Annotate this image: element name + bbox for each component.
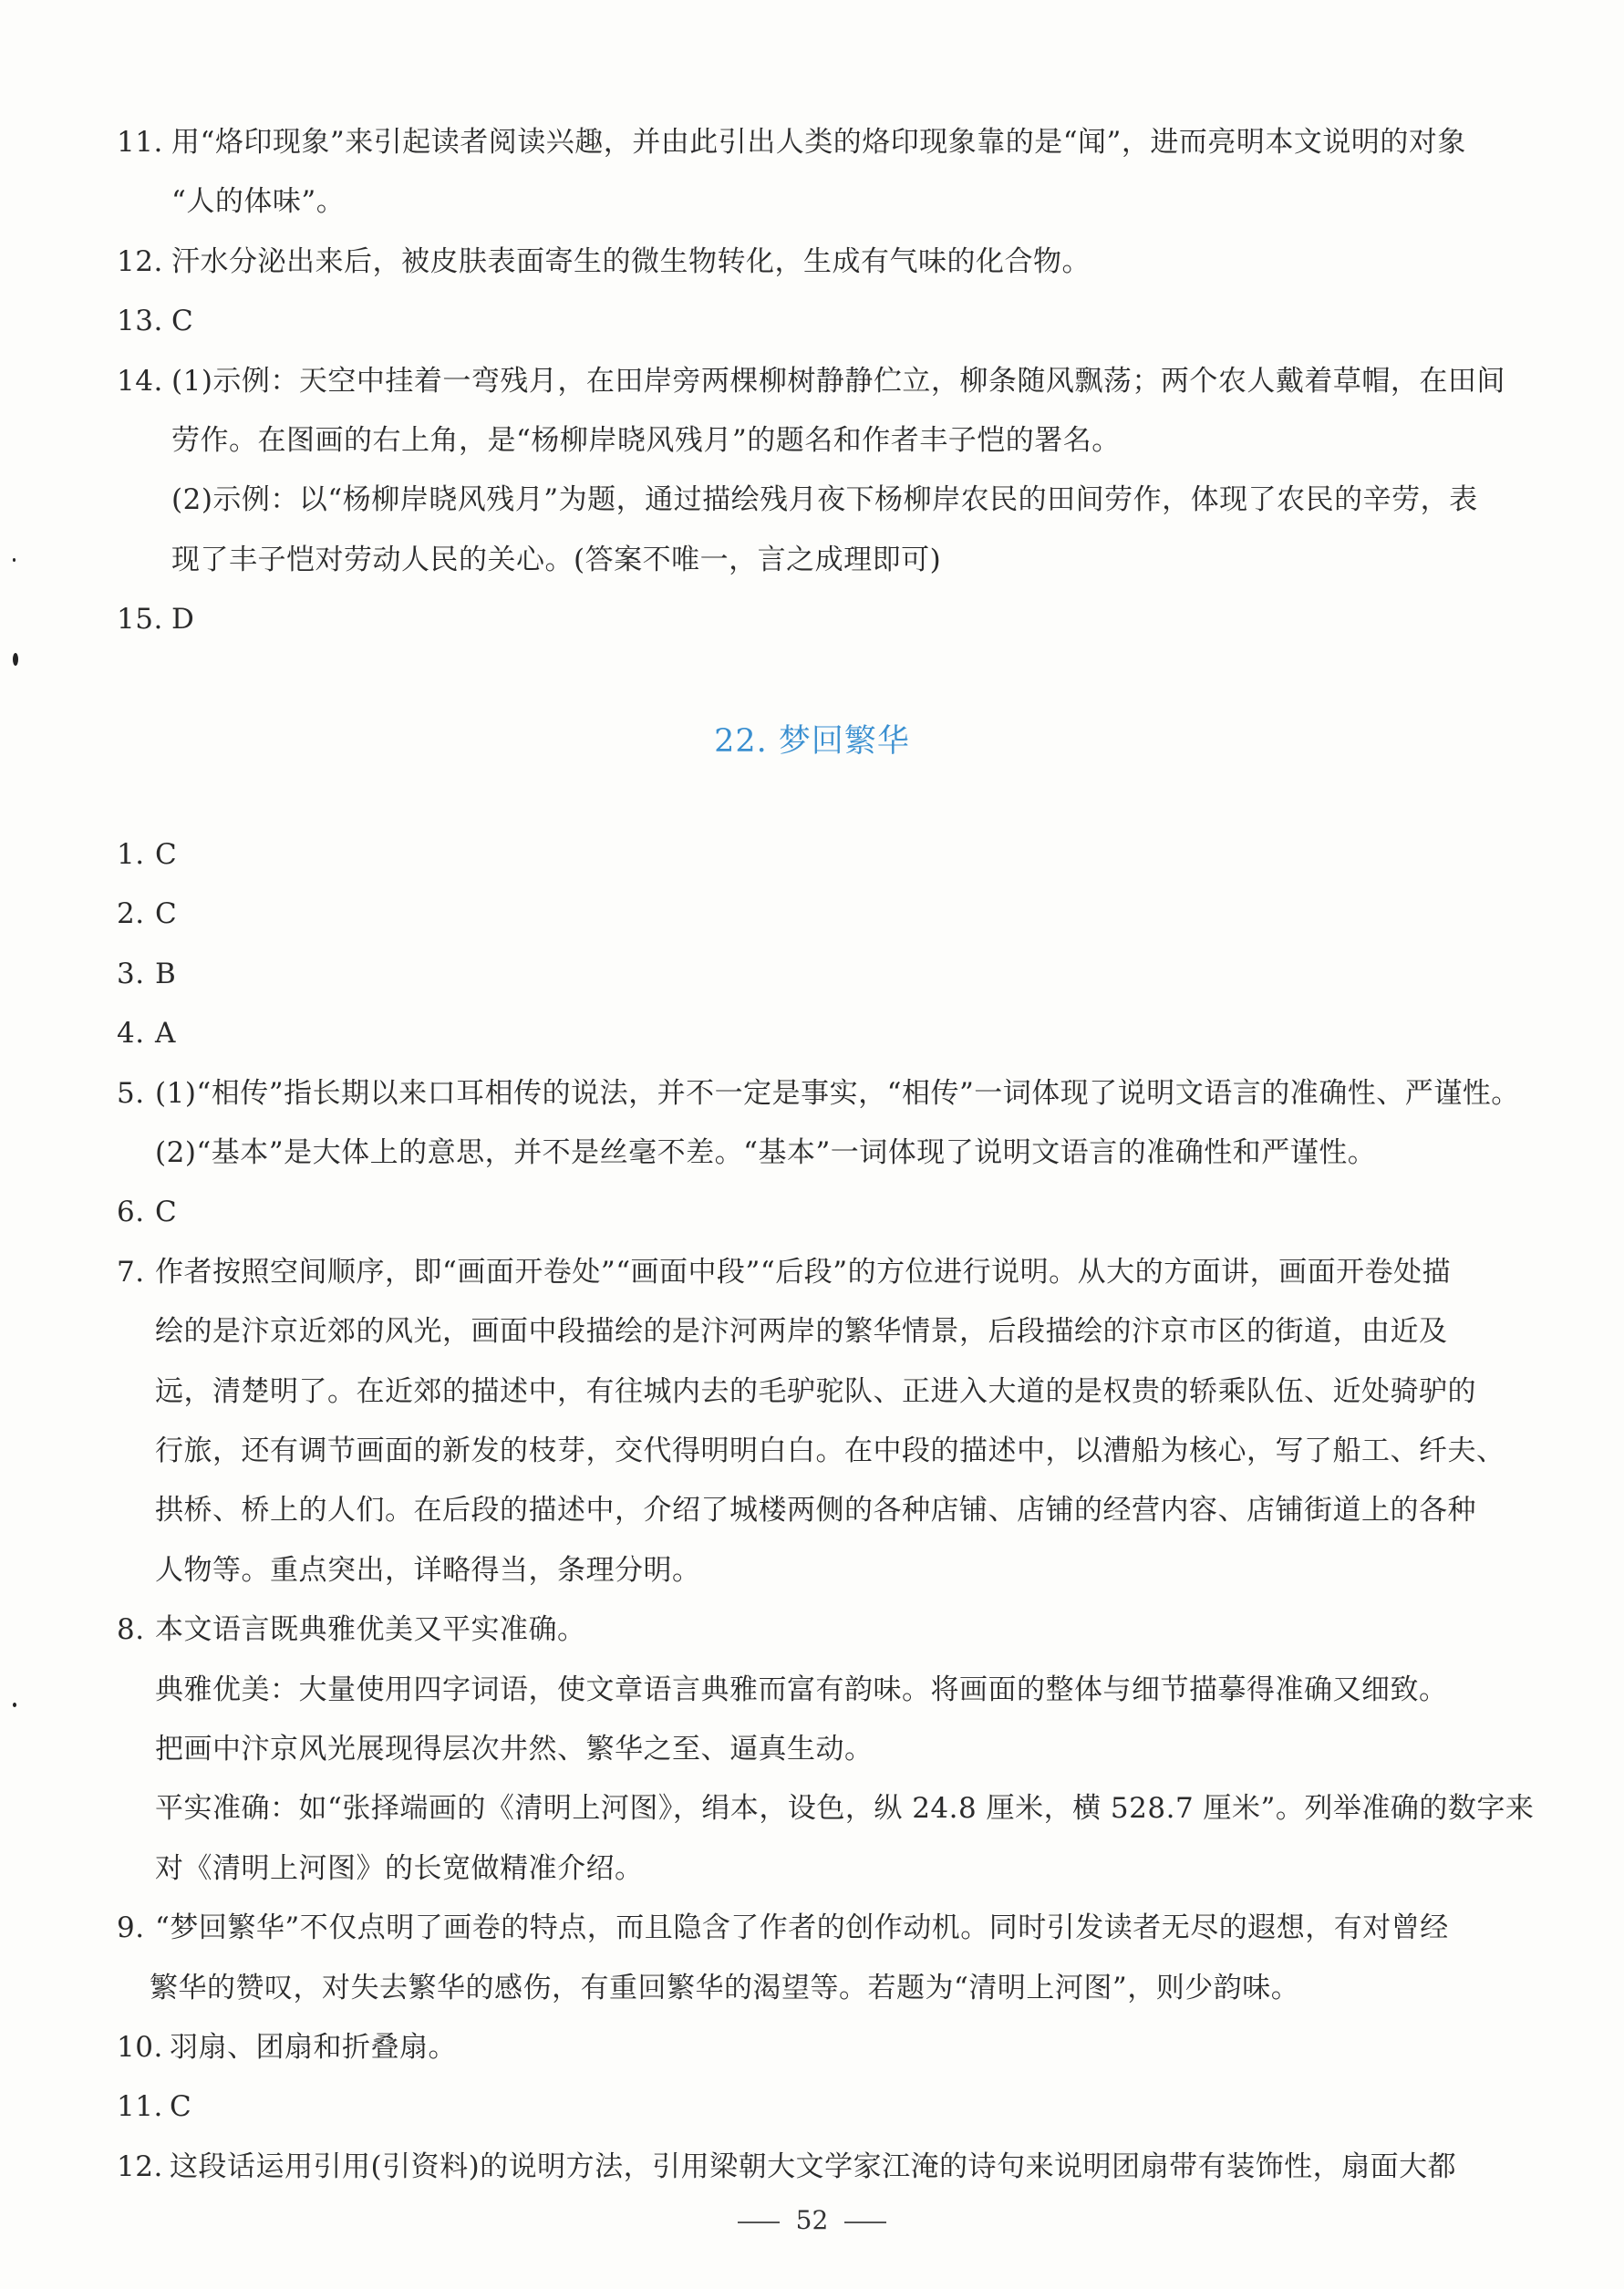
answer-text: A [155, 1017, 176, 1051]
answer-text: 汗水分泌出来后，被皮肤表面寄生的微生物转化，生成有气味的化合物。 [171, 244, 1091, 278]
answer-text: (2)示例：以“杨柳岸晓风残月”为题，通过描绘残月夜下杨柳岸农民的田间劳作，体现了农民的辛劳，表 [171, 483, 1478, 517]
answer-number: 5. [117, 1076, 145, 1110]
answer-number: 12. [117, 2149, 163, 2183]
answer-number: 12. [117, 244, 163, 278]
page-footer [0, 2205, 1624, 2235]
footer-dash-left [738, 2222, 780, 2223]
answer-text: B [155, 957, 177, 990]
answer-text: C [155, 1196, 178, 1229]
scan-speck [13, 1703, 16, 1707]
answer-text: “人的体味”。 [171, 185, 346, 219]
answer-text: 劳作。在图画的右上角，是“杨柳岸晓风残月”的题名和作者丰子恺的署名。 [171, 424, 1121, 457]
answer-number: 8. [117, 1613, 145, 1647]
answer-text: 繁华的赞叹，对失去繁华的感伤，有重回繁华的渴望等。若题为“清明上河图”，则少韵味。 [150, 1971, 1300, 2004]
answer-text: 拱桥、桥上的人们。在后段的描述中，介绍了城楼两侧的各种店铺、店铺的经营内容、店铺街道上的各种 [155, 1494, 1476, 1528]
answer-text: (1)“相传”指长期以来口耳相传的说法，并不一定是事实，“相传”一词体现了说明文语言的准确性、严谨性。 [155, 1076, 1520, 1110]
answer-number: 1. [117, 838, 145, 871]
answer-number: 11. [117, 2090, 163, 2124]
answer-text: 典雅优美：大量使用四字词语，使文章语言典雅而富有韵味。将画面的整体与细节描摹得准确又细致。 [155, 1673, 1448, 1706]
answer-number: 10. [117, 2031, 163, 2064]
answer-text: 羽扇、团扇和折叠扇。 [170, 2031, 457, 2064]
answer-text: 平实准确：如“张择端画的《清明上河图》，绢本，设色，纵 24.8 厘米，横 528.7 厘米”。列举准确的数字来 [155, 1792, 1535, 1826]
answer-text: 对《清明上河图》的长宽做精准介绍。 [155, 1851, 644, 1885]
answer-text: (1)示例：天空中挂着一弯残月，在田岸旁两棵柳树静静伫立，柳条随风飘荡；两个农人戴着草帽，在田间 [171, 364, 1505, 398]
answer-text: D [171, 603, 195, 637]
answer-text: 绘的是汴京近郊的风光，画面中段描绘的是汴河两岸的繁华情景，后段描绘的汴京市区的街道，由近及 [155, 1315, 1448, 1349]
answer-number: 14. [117, 364, 163, 398]
scan-speck [13, 653, 18, 666]
answer-text: C [170, 2090, 192, 2124]
scan-speck [13, 558, 16, 562]
answer-number: 4. [117, 1017, 145, 1051]
answer-text: 远，清楚明了。在近郊的描述中，有往城内去的毛驴驼队、正进入大道的是权贵的轿乘队伍、近处骑驴的 [155, 1374, 1476, 1408]
answer-text: “梦回繁华”不仅点明了画卷的特点，而且隐含了作者的创作动机。同时引发读者无尽的遐想，有对曾经 [155, 1911, 1449, 1945]
answer-number: 9. [117, 1911, 145, 1945]
answer-text: 用“烙印现象”来引起读者阅读兴趣，并由此引出人类的烙印现象靠的是“闻”，进而亮明本文说明的对象 [171, 126, 1466, 159]
answer-text: 把画中汴京风光展现得层次井然、繁华之至、逼真生动。 [155, 1733, 874, 1766]
answer-text: C [155, 897, 178, 931]
section-title: 22. 梦回繁华 [714, 723, 910, 760]
answer-text: C [171, 305, 194, 338]
answer-text: 这段话运用引用(引资料)的说明方法，引用梁朝大文学家江淹的诗句来说明团扇带有装饰性，扇面大都 [170, 2149, 1457, 2183]
answer-text: 行旅，还有调节画面的新发的枝芽，交代得明明白白。在中段的描述中，以漕船为核心，写了船工、纤夫、 [155, 1435, 1505, 1467]
page-number: 52 [795, 2205, 829, 2235]
answer-number: 7. [117, 1255, 145, 1289]
answer-text: (2)“基本”是大体上的意思，并不是丝毫不差。“基本”一词体现了说明文语言的准确性和严谨性。 [155, 1136, 1377, 1169]
answer-text: 作者按照空间顺序，即“画面开卷处”“画面中段”“后段”的方位进行说明。从大的方面讲，画面开卷处描 [155, 1255, 1452, 1289]
footer-dash-right [844, 2222, 886, 2223]
answer-text: C [155, 838, 178, 871]
answer-number: 2. [117, 897, 145, 931]
answer-text: 本文语言既典雅优美又平实准确。 [155, 1613, 586, 1647]
answer-text: 现了丰子恺对劳动人民的关心。(答案不唯一，言之成理即可) [171, 543, 942, 576]
answer-number: 6. [117, 1196, 145, 1229]
answer-number: 15. [117, 603, 163, 637]
answer-number: 13. [117, 305, 163, 338]
answer-number: 3. [117, 957, 145, 990]
answer-text: 人物等。重点突出，详略得当，条理分明。 [155, 1553, 701, 1587]
answer-number: 11. [117, 126, 163, 159]
